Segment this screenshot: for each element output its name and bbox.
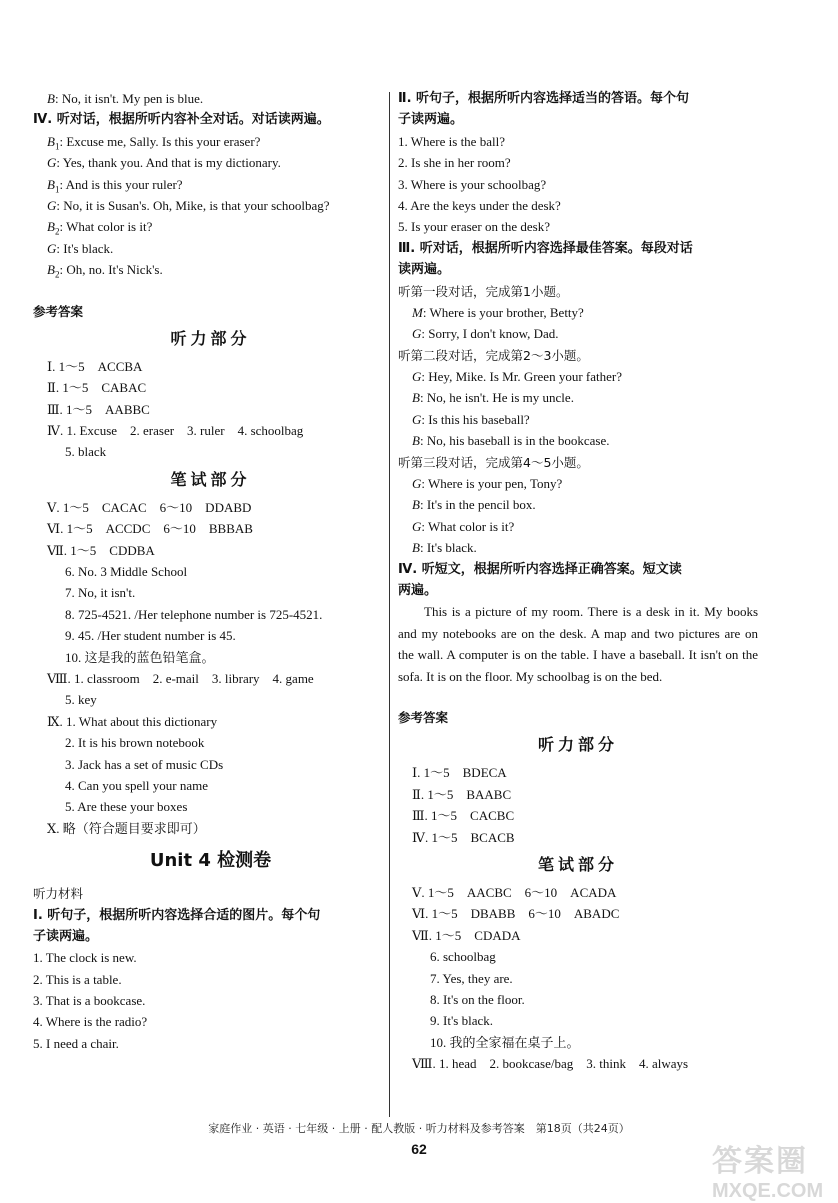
answer-label: 参考答案 [33,303,84,319]
dialog-text: : It's black. [419,540,477,556]
speaker-label: G [412,326,422,342]
answer-line: Ⅶ. 1～5 CDDBA [47,542,155,558]
item-line: 4. Are the keys under the desk? [398,197,561,213]
speaker-label: B [47,262,55,278]
dialog-text: : Oh, no. It's Nick's. [59,262,163,278]
dialog-line [33,238,388,259]
speaker-subscript: 2 [54,226,60,237]
item-line: 2. Is she in her room? [398,155,511,171]
answer-line: 6. schoolbag [430,949,496,965]
watermark-logo: 答案圈 [712,1144,808,1179]
section-title: Ⅲ. 听对话，根据所听内容选择最佳答案。每段对话 [398,240,693,256]
dialog-line [398,430,758,451]
answer-line: 5. black [65,444,107,460]
speaker-label: B [47,176,55,192]
item-list [398,131,758,238]
dialog-block [398,302,758,345]
dialog-block [398,473,758,559]
dialog-line [398,473,758,494]
dialog-line [398,323,758,344]
speaker-label: B [47,219,55,235]
answer-line: 4. Can you spell your name [65,777,208,793]
speaker-label: G [47,155,57,171]
section-title-cont: 子读两遍。 [398,112,464,128]
dialog-line [398,302,758,323]
passage-text: This is a picture of my room. There is a desk in it. My books and my notebooks are on the desk. A map and two pictures are on the wall. A computer is on the table. I have a baseball. It isn't on the sofa. It is on the floor. My schoolbag is on the bed. [398,604,758,684]
answer-line: Ⅲ. 1～5 AABBC [47,401,150,417]
speaker-label: G [412,518,422,534]
answer-list [398,882,758,1075]
dialog-text: : It's black. [56,240,114,256]
site-watermark [712,1136,832,1202]
dialog-text: : Sorry, I don't know, Dad. [421,326,559,342]
speaker-label: B [412,390,420,406]
section-title: Ⅱ. 听句子，根据所听内容选择适当的答语。每个句 [398,91,690,106]
speaker-label: M [412,304,423,320]
section-title-cont: 两遍。 [398,582,438,598]
watermark-url: MXQE.COM [712,1180,824,1202]
section-title-cont: 读两遍。 [398,262,451,278]
answer-line: 7. Yes, they are. [430,970,513,986]
item-line: 1. The clock is new. [33,950,137,966]
dialog-text: : No, his baseball is in the bookcase. [419,433,610,449]
answer-line: Ⅵ. 1～5 ACCDC 6～10 BBBAB [47,521,253,537]
answer-line: 9. It's black. [430,1013,493,1029]
dialog-block [398,366,758,452]
answer-line: Ⅵ. 1～5 DBABB 6～10 ABADC [412,906,620,922]
answer-list [33,356,388,463]
answer-list [398,762,758,848]
item-line: 2. This is a table. [33,971,122,987]
speaker-label: B [412,433,420,449]
dialog-text: : Is this his baseball? [421,411,530,427]
page-number: 62 [411,1141,427,1157]
item-line: 4. Where is the radio? [33,1014,148,1030]
answer-line: 2. It is his brown notebook [65,735,205,751]
answer-line: 10. 这是我的蓝色铅笔盒。 [65,649,215,665]
speaker-label: G [47,240,57,256]
dialog-text: : Excuse me, Sally. Is this your eraser? [59,133,261,149]
speaker-label: B [412,540,420,556]
listening-section-title: 听力部分 [170,328,251,348]
speaker-subscript: 2 [54,269,60,280]
dialog-label: 听第三段对话，完成第4～5小题。 [398,454,589,470]
dialog-text: : Where is your pen, Tony? [421,476,563,492]
answer-line: 10. 我的全家福在桌子上。 [430,1034,580,1050]
dialog-text: : What color is it? [59,219,153,235]
section-title: Ⅰ. 听句子，根据所听内容选择合适的图片。每个句 [33,907,321,923]
dialog-line [33,259,388,280]
answer-line: 3. Jack has a set of music CDs [65,756,224,772]
answer-line: Ⅸ. 1. What about this dictionary [47,713,218,729]
dialog-text: : Hey, Mike. Is Mr. Green your father? [421,369,622,385]
dialog-line [398,494,758,515]
column-divider [389,92,390,1117]
answer-line: Ⅴ. 1～5 AACBC 6～10 ACADA [412,884,617,900]
speaker-label: B [412,497,420,513]
item-line: 5. Is your eraser on the desk? [398,219,550,235]
dialog-line [33,174,388,195]
speaker-label: G [412,369,422,385]
item-line: 1. Where is the ball? [398,133,505,149]
dialog-text: : Yes, thank you. And that is my dictionary. [56,155,281,171]
dialog-line: B: No, it isn't. My pen is blue. [47,91,204,106]
answer-line: Ⅰ. 1～5 BDECA [412,765,507,781]
item-line: 3. That is a bookcase. [33,993,146,1009]
right-column [398,88,758,1074]
answer-line: Ⅷ. 1. classroom 2. e-mail 3. library 4. game [47,670,314,686]
left-column [33,88,388,1054]
dialog-text: : Where is your brother, Betty? [422,304,584,320]
dialog-text: : No, he isn't. He is my uncle. [419,390,574,406]
written-section-title: 笔试部分 [170,469,251,489]
item-list [33,947,388,1054]
unit-title: Unit 4 检测卷 [149,850,272,872]
answer-line: Ⅷ. 1. head 2. bookcase/bag 3. think 4. always [412,1056,689,1072]
answer-line: 9. 45. /Her student number is 45. [65,628,236,644]
dialog-text: : And is this your ruler? [59,176,183,192]
answer-line: Ⅱ. 1～5 CABAC [47,380,147,396]
speaker-label: G [412,411,422,427]
dialog-text: : No, it is Susan's. Oh, Mike, is that your schoolbag? [56,197,330,213]
section-title: Ⅳ. 听对话，根据所听内容补全对话。对话读两遍。 [33,112,330,128]
page-footer: 家庭作业 · 英语 · 七年级 · 上册 · 配人教版 · 听力材料及参考答案 第18页（共24页） [208,1122,630,1135]
dialog-line [398,516,758,537]
listening-section-title: 听力部分 [537,735,618,755]
section-title-cont: 子读两遍。 [33,928,99,944]
answer-line: Ⅳ. 1～5 BCACB [412,829,515,845]
dialog-label: 听第一段对话，完成第1小题。 [398,283,569,299]
answer-line: 6. No. 3 Middle School [65,564,188,580]
dialog-line [33,216,388,237]
answer-line: Ⅹ. 略（符合题目要求即可） [47,820,206,836]
answer-line: 5. key [65,692,97,708]
dialog-line [398,366,758,387]
dialog-text: : It's in the pencil box. [419,497,536,513]
dialog-line [33,152,388,173]
answer-line: Ⅱ. 1～5 BAABC [412,786,512,802]
dialog-block [33,131,388,281]
answer-line: 8. It's on the floor. [430,991,525,1007]
item-line: 3. Where is your schoolbag? [398,176,547,192]
answer-list [33,497,388,839]
speaker-label: B [47,133,55,149]
dialog-text: : What color is it? [421,518,515,534]
answer-line: Ⅴ. 1～5 CACAC 6～10 DDABD [47,499,252,515]
answer-line: 5. Are these your boxes [65,799,188,815]
answer-line: 7. No, it isn't. [65,585,136,601]
item-line: 5. I need a chair. [33,1035,119,1051]
listening-material-label: 听力材料 [33,886,84,902]
answer-label: 参考答案 [398,710,449,725]
speaker-label: G [412,476,422,492]
speaker-subscript: 1 [54,141,60,152]
answer-line: 8. 725-4521. /Her telephone number is 725-4521. [65,606,323,622]
dialog-line [33,195,388,216]
section-title: Ⅳ. 听短文，根据所听内容选择正确答案。短文读 [398,561,682,577]
dialog-line [398,387,758,408]
answer-line: Ⅰ. 1～5 ACCBA [47,358,143,374]
written-section-title: 笔试部分 [537,854,618,874]
speaker-subscript: 1 [54,184,60,195]
dialog-line [398,409,758,430]
dialog-line [398,537,758,558]
speaker-label: G [47,197,57,213]
dialog-line [33,131,388,152]
answer-line: Ⅶ. 1～5 CDADA [412,927,521,943]
dialog-label: 听第二段对话，完成第2～3小题。 [398,347,589,363]
answer-line: Ⅲ. 1～5 CACBC [412,808,515,824]
answer-line: Ⅳ. 1. Excuse 2. eraser 3. ruler 4. schoolbag [47,423,304,439]
